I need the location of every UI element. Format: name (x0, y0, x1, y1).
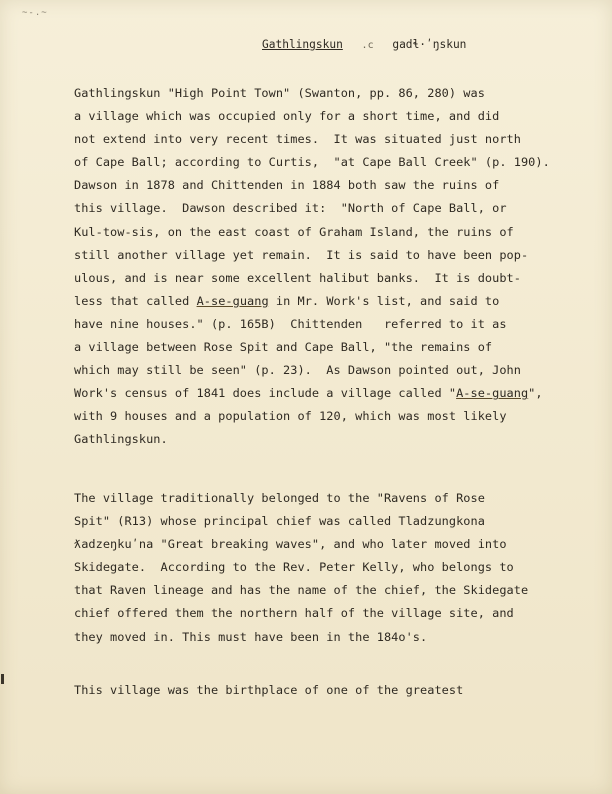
text-line: The village traditionally belonged to the "Ravens of Rose (74, 491, 485, 505)
paragraph-3 (74, 679, 463, 702)
text-line: This village was the birthplace of one of the greatest (74, 683, 464, 697)
text-segment: ", (528, 386, 543, 401)
paragraph-2 (74, 487, 528, 649)
underlined-term: A-se-guang (456, 386, 529, 401)
text-line: ƛadzeŋkuʹna "Great breaking waves", and who later moved into (74, 537, 507, 552)
text-line: Kul-tow-sis, on the east coast of Graham Island, the ruins of (74, 224, 514, 239)
page-header (262, 38, 466, 51)
text-line: Gathlingskun "High Point Town" (Swanton, pp. 86, 280) was (74, 86, 485, 100)
text-line (74, 382, 550, 405)
native-name: gadɬ·ʹŋskun (392, 38, 467, 51)
paragraph-1 (74, 82, 550, 452)
text-line: with 9 houses and a population of 120, which was most likely (74, 409, 507, 424)
text-segment: Work's census of 1841 does include a village called " (74, 386, 457, 401)
text-line: still another village yet remain. It is said to have been pop- (74, 247, 529, 262)
text-segment: in Mr. Work's list, and said to (268, 293, 500, 308)
text-line: Gathlingskun. (74, 432, 168, 447)
text-line: have nine houses." (p. 165B) Chittenden referred to it as (74, 316, 507, 331)
text-segment: less that called (74, 293, 197, 308)
text-line: chief offered them the northern half of the village site, and (74, 606, 514, 621)
text-line: ulous, and is near some excellent halibut banks. It is doubt- (74, 270, 521, 285)
header-mark: .c (361, 40, 374, 51)
corner-pencil-mark: ~-.~ (22, 8, 48, 18)
underlined-term: A-se-guang (196, 293, 269, 308)
text-line: Skidegate. According to the Rev. Peter Kelly, who belongs to (74, 560, 514, 575)
page-title: Gathlingskun (262, 38, 343, 51)
text-line: Dawson in 1878 and Chittenden in 1884 both saw the ruins of (74, 178, 500, 193)
text-line: they moved in. This must have been in the 184o's. (74, 629, 428, 644)
text-line: that Raven lineage and has the name of the chief, the Skidegate (74, 583, 529, 598)
text-line: this village. Dawson described it: "North of Cape Ball, or (74, 201, 507, 216)
margin-tick (1, 674, 4, 684)
text-line: not extend into very recent times. It was situated just north (74, 132, 521, 147)
text-line: a village which was occupied only for a short time, and did (74, 109, 500, 124)
text-line: a village between Rose Spit and Cape Ball, "the remains of (74, 340, 493, 355)
text-line (74, 290, 550, 313)
text-line: of Cape Ball; according to Curtis, "at Cape Ball Creek" (p. 190). (74, 155, 550, 170)
text-line: which may still be seen" (p. 23). As Dawson pointed out, John (74, 363, 521, 378)
text-line: Spit" (R13) whose principal chief was called Tladzungkona (74, 514, 485, 529)
